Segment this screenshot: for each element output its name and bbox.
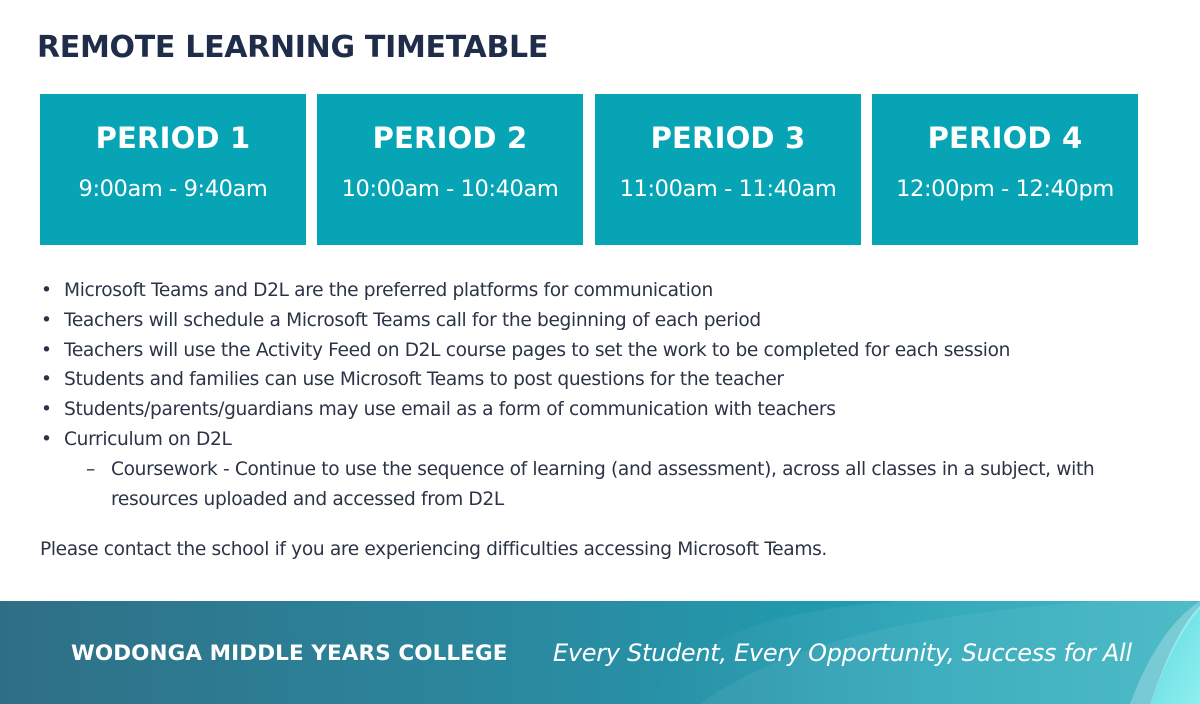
period-name: PERIOD 2 xyxy=(372,121,528,155)
period-time: 11:00am - 11:40am xyxy=(619,176,837,202)
bullet-icon: • xyxy=(41,399,52,421)
period-cards xyxy=(40,94,1140,245)
period-card-4 xyxy=(872,94,1138,245)
sub-list-item-text: Coursework - Continue to use the sequence of learning (and assessment), across all classes in a subject, with resources uploaded and accessed from D2L xyxy=(111,458,1095,510)
list-item-text: Microsoft Teams and D2L are the preferred platforms for communication xyxy=(64,280,713,301)
period-time: 12:00pm - 12:40pm xyxy=(896,176,1114,202)
bullet-icon: • xyxy=(41,369,52,391)
period-name: PERIOD 4 xyxy=(927,121,1083,155)
list-item xyxy=(40,276,1126,306)
period-card-1 xyxy=(40,94,306,245)
period-card-3 xyxy=(595,94,861,245)
college-name: WODONGA MIDDLE YEARS COLLEGE xyxy=(71,641,508,666)
sub-list-item xyxy=(40,455,1126,515)
page-title: REMOTE LEARNING TIMETABLE xyxy=(37,30,549,65)
list-item-text: Teachers will schedule a Microsoft Teams call for the beginning of each period xyxy=(64,309,761,331)
bullet-icon: • xyxy=(41,339,52,361)
list-item xyxy=(40,365,1126,395)
list-item xyxy=(40,306,1126,336)
dash-icon: – xyxy=(86,458,95,480)
info-bullet-list xyxy=(40,276,1126,514)
bullet-icon: • xyxy=(41,280,52,301)
period-name: PERIOD 1 xyxy=(95,121,251,155)
list-item-text: Curriculum on D2L xyxy=(64,428,232,450)
college-motto: Every Student, Every Opportunity, Success for All xyxy=(553,639,1132,667)
footer-banner xyxy=(0,601,1200,704)
period-card-2 xyxy=(317,94,583,245)
bullet-icon: • xyxy=(41,309,52,331)
list-item xyxy=(40,395,1126,425)
period-name: PERIOD 3 xyxy=(650,121,806,155)
contact-note: Please contact the school if you are experiencing difficulties accessing Microsoft Teams. xyxy=(40,539,827,560)
list-item-text: Students and families can use Microsoft Teams to post questions for the teacher xyxy=(64,369,784,391)
list-item xyxy=(40,425,1126,514)
bullet-icon: • xyxy=(41,428,52,450)
period-time: 10:00am - 10:40am xyxy=(341,176,559,202)
period-time: 9:00am - 9:40am xyxy=(78,176,268,202)
list-item-text: Teachers will use the Activity Feed on D2L course pages to set the work to be completed for each session xyxy=(64,339,1011,361)
list-item-text: Students/parents/guardians may use email as a form of communication with teachers xyxy=(64,399,836,421)
list-item xyxy=(40,336,1126,366)
sub-bullet-list xyxy=(64,455,1126,515)
